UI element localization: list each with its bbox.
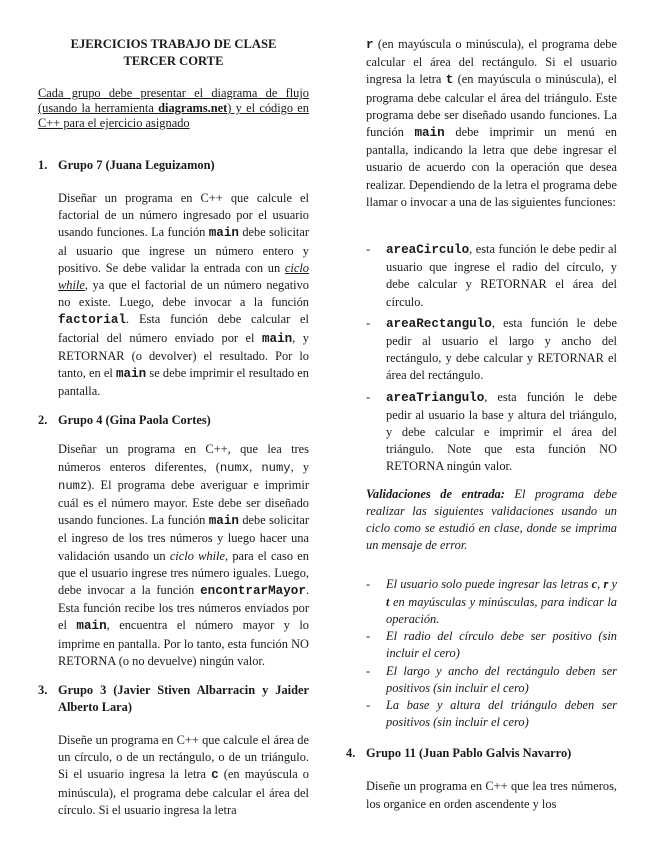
group-4-description: Diseñe un programa en C++ que lea tres números, los organice en orden ascendente y los — [366, 779, 617, 811]
group-3-description: Diseñe un programa en C++ que calcule el área de un círculo, o de un rectángulo, o de un triángulo. Si el usuario ingresa la letra c (en mayúscula o minúscula), el programa debe calcular el área del círculo. Si el usuario ingresa la letra — [58, 733, 310, 817]
group-3-heading: 3. Grupo 3 (Javier Stiven Albarracin y Jaider Alberto Lara) — [38, 683, 309, 715]
title-line-2: TERCER CORTE — [123, 54, 224, 68]
group-1-heading: 1. Grupo 7 (Juana Leguizamon) — [38, 158, 215, 172]
list-item: - areaRectangulo, esta función le debe pedir al usuario el largo y ancho del rectángulo, y debe calcular y RETORNAR el área del rectángulo. — [366, 315, 617, 383]
validations-intro: Validaciones de entrada: El programa debe realizar las siguientes validaciones usando un ciclo como se estudió en clase, donde se imprima un mensaje de error. — [366, 486, 617, 553]
tool-name: diagrams.net — [158, 101, 228, 115]
group-1-description: Diseñar un programa en C++ que calcule el factorial de un número ingresado por el usuario usando funciones. La función main debe solicitar al usuario que ingrese un número entero y positivo. Se debe validar la entrada con un ciclo while, ya que el factorial de un número negativo no existe. Luego, debe invocar a la función factorial. Esta función debe calcular el factorial del número enviado por el main, y RETORNAR (o devolver) el resultado. Por lo tanto, en el main se debe imprimir el resultado en pantalla. — [58, 191, 310, 399]
group-2-description: Diseñar un programa en C++, que lea tres números enteros diferentes, (numx, numy, y numz). El programa debe averiguar e imprimir cuál es el número mayor. Este debe ser diseñado usando funciones. La función main debe solicitar el ingreso de los tres números y luego hacer una validación usando un ciclo while, para el caso en que el usuario ingrese tres número iguales. Luego, debe invocar a la función encontrarMayor. Esta función recibe los tres números enviados por el main, encuentra el número mayor y lo imprime en pantalla. Por lo tanto, esta función NO RETORNA (o no devuelve) ningún valor. — [58, 442, 310, 668]
title-line-1: EJERCICIOS TRABAJO DE CLASE — [70, 37, 277, 51]
validations-list — [366, 576, 617, 731]
list-item: - La base y altura del triángulo deben ser positivos (sin incluir el cero) — [366, 697, 617, 730]
list-item: - El largo y ancho del rectángulo deben ser positivos (sin incluir el cero) — [366, 663, 617, 695]
group-4-heading: 4. Grupo 11 (Juan Pablo Galvis Navarro) — [346, 746, 572, 761]
function-list — [366, 241, 617, 476]
document-title — [38, 36, 309, 70]
list-item: - areaTriangulo, esta función le debe pedir al usuario la base y altura del triángulo, y debe calcular e imprimir el área del triángulo. Note que esta función NO RETORNA ningún valor. — [366, 389, 617, 474]
group-2-heading: 2. Grupo 4 (Gina Paola Cortes) — [38, 413, 211, 428]
left-column — [38, 36, 309, 819]
list-item: - El usuario solo puede ingresar las letras c, r y t en mayúsculas y minúsculas, para indicar la operación. — [366, 577, 617, 626]
list-item: - areaCirculo, esta función le debe pedir al usuario que ingrese el radio del círculo, y debe calcular y RETORNAR el área del círculo. — [366, 242, 617, 309]
group-3-description-continued: r (en mayúscula o minúscula), el programa debe calcular el área del rectángulo. Si el usuario ingresa la letra t (en mayúscula o minúscula), el programa debe calcular el área del triángulo. Este programa debe ser diseñado usando funciones. La función main debe imprimir un menú en pantalla, indicando la letra que debe ingresar el usuario de acuerdo con la operación que desea realizar. Dependiendo de la letra el programa debe llamar o invocar a una de las siguientes funciones: — [366, 37, 618, 209]
intro-paragraph: Cada grupo debe presentar el diagrama de flujo (usando la herramienta diagrams.net) y el código en C++ para el ejercicio asignado — [38, 86, 309, 130]
list-item: - El radio del círculo debe ser positivo (sin incluir el cero) — [366, 629, 617, 661]
right-column — [346, 36, 618, 813]
